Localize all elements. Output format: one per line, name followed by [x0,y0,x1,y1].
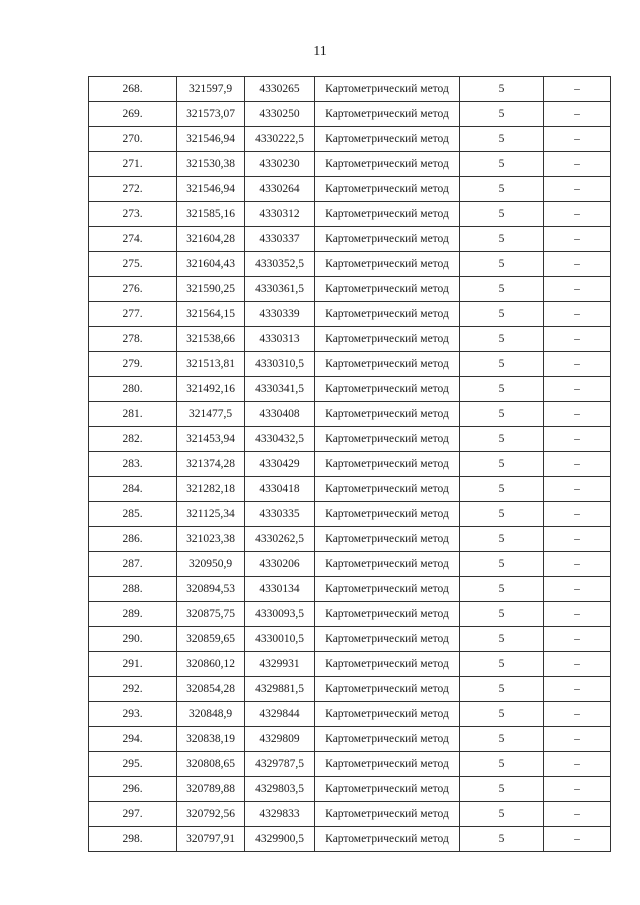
note-cell: – [544,202,611,227]
x-coordinate-cell: 320950,9 [177,552,245,577]
accuracy-cell: 5 [460,727,544,752]
x-coordinate-cell: 320792,56 [177,802,245,827]
table-row [89,377,611,402]
note-cell: – [544,327,611,352]
y-coordinate-cell: 4330010,5 [245,627,315,652]
point-number-cell: 297. [89,802,177,827]
note-cell: – [544,702,611,727]
y-coordinate-cell: 4330352,5 [245,252,315,277]
method-cell: Картометрический метод [315,302,460,327]
table-row [89,477,611,502]
accuracy-cell: 5 [460,827,544,852]
note-cell: – [544,102,611,127]
accuracy-cell: 5 [460,127,544,152]
accuracy-cell: 5 [460,302,544,327]
method-cell: Картометрический метод [315,827,460,852]
note-cell: – [544,827,611,852]
x-coordinate-cell: 321546,94 [177,177,245,202]
table-row [89,577,611,602]
note-cell: – [544,377,611,402]
method-cell: Картометрический метод [315,577,460,602]
table-row [89,702,611,727]
point-number-cell: 289. [89,602,177,627]
table-row [89,277,611,302]
method-cell: Картометрический метод [315,627,460,652]
note-cell: – [544,427,611,452]
accuracy-cell: 5 [460,552,544,577]
accuracy-cell: 5 [460,477,544,502]
x-coordinate-cell: 321530,38 [177,152,245,177]
point-number-cell: 290. [89,627,177,652]
table-row [89,502,611,527]
table-row [89,302,611,327]
y-coordinate-cell: 4330408 [245,402,315,427]
x-coordinate-cell: 321604,43 [177,252,245,277]
method-cell: Картометрический метод [315,177,460,202]
x-coordinate-cell: 321492,16 [177,377,245,402]
point-number-cell: 288. [89,577,177,602]
accuracy-cell: 5 [460,202,544,227]
x-coordinate-cell: 321023,38 [177,527,245,552]
method-cell: Картометрический метод [315,127,460,152]
accuracy-cell: 5 [460,227,544,252]
method-cell: Картометрический метод [315,477,460,502]
method-cell: Картометрический метод [315,452,460,477]
x-coordinate-cell: 321590,25 [177,277,245,302]
point-number-cell: 282. [89,427,177,452]
table-row [89,327,611,352]
x-coordinate-cell: 321573,07 [177,102,245,127]
point-number-cell: 269. [89,102,177,127]
x-coordinate-cell: 320838,19 [177,727,245,752]
table-row [89,252,611,277]
accuracy-cell: 5 [460,152,544,177]
point-number-cell: 285. [89,502,177,527]
x-coordinate-cell: 321477,5 [177,402,245,427]
point-number-cell: 296. [89,777,177,802]
accuracy-cell: 5 [460,627,544,652]
x-coordinate-cell: 321125,34 [177,502,245,527]
y-coordinate-cell: 4330341,5 [245,377,315,402]
point-number-cell: 274. [89,227,177,252]
x-coordinate-cell: 320848,9 [177,702,245,727]
note-cell: – [544,602,611,627]
note-cell: – [544,727,611,752]
method-cell: Картометрический метод [315,802,460,827]
note-cell: – [544,252,611,277]
x-coordinate-cell: 320894,53 [177,577,245,602]
accuracy-cell: 5 [460,252,544,277]
point-number-cell: 279. [89,352,177,377]
coordinates-table [88,76,611,852]
note-cell: – [544,677,611,702]
accuracy-cell: 5 [460,427,544,452]
accuracy-cell: 5 [460,752,544,777]
point-number-cell: 273. [89,202,177,227]
x-coordinate-cell: 320797,91 [177,827,245,852]
x-coordinate-cell: 320854,28 [177,677,245,702]
y-coordinate-cell: 4330230 [245,152,315,177]
y-coordinate-cell: 4330262,5 [245,527,315,552]
y-coordinate-cell: 4330093,5 [245,602,315,627]
y-coordinate-cell: 4330313 [245,327,315,352]
table-row [89,677,611,702]
note-cell: – [544,527,611,552]
note-cell: – [544,227,611,252]
method-cell: Картометрический метод [315,102,460,127]
note-cell: – [544,152,611,177]
x-coordinate-cell: 321282,18 [177,477,245,502]
accuracy-cell: 5 [460,777,544,802]
table-row [89,227,611,252]
y-coordinate-cell: 4330310,5 [245,352,315,377]
method-cell: Картометрический метод [315,777,460,802]
y-coordinate-cell: 4330418 [245,477,315,502]
method-cell: Картометрический метод [315,77,460,102]
x-coordinate-cell: 321597,9 [177,77,245,102]
method-cell: Картометрический метод [315,652,460,677]
y-coordinate-cell: 4330222,5 [245,127,315,152]
x-coordinate-cell: 321564,15 [177,302,245,327]
y-coordinate-cell: 4329931 [245,652,315,677]
table-row [89,752,611,777]
note-cell: – [544,652,611,677]
note-cell: – [544,477,611,502]
accuracy-cell: 5 [460,77,544,102]
y-coordinate-cell: 4330339 [245,302,315,327]
point-number-cell: 275. [89,252,177,277]
method-cell: Картометрический метод [315,727,460,752]
note-cell: – [544,777,611,802]
y-coordinate-cell: 4330264 [245,177,315,202]
y-coordinate-cell: 4329881,5 [245,677,315,702]
page-number: 11 [313,44,327,59]
point-number-cell: 295. [89,752,177,777]
point-number-cell: 281. [89,402,177,427]
table-row [89,427,611,452]
y-coordinate-cell: 4329787,5 [245,752,315,777]
coordinates-table-body [89,77,611,852]
table-row [89,552,611,577]
point-number-cell: 287. [89,552,177,577]
table-row [89,127,611,152]
note-cell: – [544,802,611,827]
point-number-cell: 270. [89,127,177,152]
y-coordinate-cell: 4329900,5 [245,827,315,852]
x-coordinate-cell: 321585,16 [177,202,245,227]
accuracy-cell: 5 [460,802,544,827]
note-cell: – [544,352,611,377]
method-cell: Картометрический метод [315,427,460,452]
accuracy-cell: 5 [460,527,544,552]
accuracy-cell: 5 [460,277,544,302]
accuracy-cell: 5 [460,702,544,727]
point-number-cell: 272. [89,177,177,202]
y-coordinate-cell: 4329809 [245,727,315,752]
method-cell: Картометрический метод [315,702,460,727]
point-number-cell: 277. [89,302,177,327]
table-row [89,827,611,852]
table-row [89,527,611,552]
accuracy-cell: 5 [460,652,544,677]
method-cell: Картометрический метод [315,227,460,252]
point-number-cell: 292. [89,677,177,702]
table-row [89,802,611,827]
point-number-cell: 271. [89,152,177,177]
accuracy-cell: 5 [460,327,544,352]
method-cell: Картометрический метод [315,327,460,352]
method-cell: Картометрический метод [315,152,460,177]
table-row [89,77,611,102]
x-coordinate-cell: 320860,12 [177,652,245,677]
x-coordinate-cell: 320808,65 [177,752,245,777]
x-coordinate-cell: 320859,65 [177,627,245,652]
accuracy-cell: 5 [460,502,544,527]
note-cell: – [544,77,611,102]
table-row [89,777,611,802]
x-coordinate-cell: 320789,88 [177,777,245,802]
note-cell: – [544,502,611,527]
point-number-cell: 283. [89,452,177,477]
method-cell: Картометрический метод [315,277,460,302]
table-row [89,452,611,477]
point-number-cell: 291. [89,652,177,677]
x-coordinate-cell: 321374,28 [177,452,245,477]
note-cell: – [544,177,611,202]
method-cell: Картометрический метод [315,252,460,277]
point-number-cell: 280. [89,377,177,402]
note-cell: – [544,402,611,427]
accuracy-cell: 5 [460,102,544,127]
method-cell: Картометрический метод [315,527,460,552]
y-coordinate-cell: 4329844 [245,702,315,727]
accuracy-cell: 5 [460,352,544,377]
point-number-cell: 284. [89,477,177,502]
note-cell: – [544,552,611,577]
accuracy-cell: 5 [460,577,544,602]
note-cell: – [544,577,611,602]
table-row [89,177,611,202]
note-cell: – [544,452,611,477]
note-cell: – [544,127,611,152]
y-coordinate-cell: 4330134 [245,577,315,602]
y-coordinate-cell: 4330250 [245,102,315,127]
note-cell: – [544,277,611,302]
method-cell: Картометрический метод [315,377,460,402]
x-coordinate-cell: 321546,94 [177,127,245,152]
point-number-cell: 286. [89,527,177,552]
method-cell: Картометрический метод [315,602,460,627]
table-row [89,602,611,627]
y-coordinate-cell: 4330432,5 [245,427,315,452]
accuracy-cell: 5 [460,452,544,477]
point-number-cell: 293. [89,702,177,727]
x-coordinate-cell: 321453,94 [177,427,245,452]
table-row [89,402,611,427]
point-number-cell: 294. [89,727,177,752]
point-number-cell: 298. [89,827,177,852]
x-coordinate-cell: 320875,75 [177,602,245,627]
note-cell: – [544,752,611,777]
point-number-cell: 278. [89,327,177,352]
accuracy-cell: 5 [460,402,544,427]
y-coordinate-cell: 4330429 [245,452,315,477]
table-row [89,652,611,677]
y-coordinate-cell: 4330335 [245,502,315,527]
table-row [89,352,611,377]
table-row [89,627,611,652]
method-cell: Картометрический метод [315,202,460,227]
accuracy-cell: 5 [460,602,544,627]
note-cell: – [544,627,611,652]
table-row [89,202,611,227]
point-number-cell: 276. [89,277,177,302]
point-number-cell: 268. [89,77,177,102]
y-coordinate-cell: 4330361,5 [245,277,315,302]
note-cell: – [544,302,611,327]
method-cell: Картометрический метод [315,502,460,527]
method-cell: Картометрический метод [315,752,460,777]
table-row [89,152,611,177]
accuracy-cell: 5 [460,377,544,402]
y-coordinate-cell: 4330265 [245,77,315,102]
method-cell: Картометрический метод [315,552,460,577]
y-coordinate-cell: 4329803,5 [245,777,315,802]
method-cell: Картометрический метод [315,402,460,427]
table-row [89,727,611,752]
x-coordinate-cell: 321513,81 [177,352,245,377]
method-cell: Картометрический метод [315,677,460,702]
accuracy-cell: 5 [460,677,544,702]
method-cell: Картометрический метод [315,352,460,377]
y-coordinate-cell: 4329833 [245,802,315,827]
y-coordinate-cell: 4330206 [245,552,315,577]
x-coordinate-cell: 321604,28 [177,227,245,252]
y-coordinate-cell: 4330312 [245,202,315,227]
x-coordinate-cell: 321538,66 [177,327,245,352]
y-coordinate-cell: 4330337 [245,227,315,252]
table-row [89,102,611,127]
accuracy-cell: 5 [460,177,544,202]
